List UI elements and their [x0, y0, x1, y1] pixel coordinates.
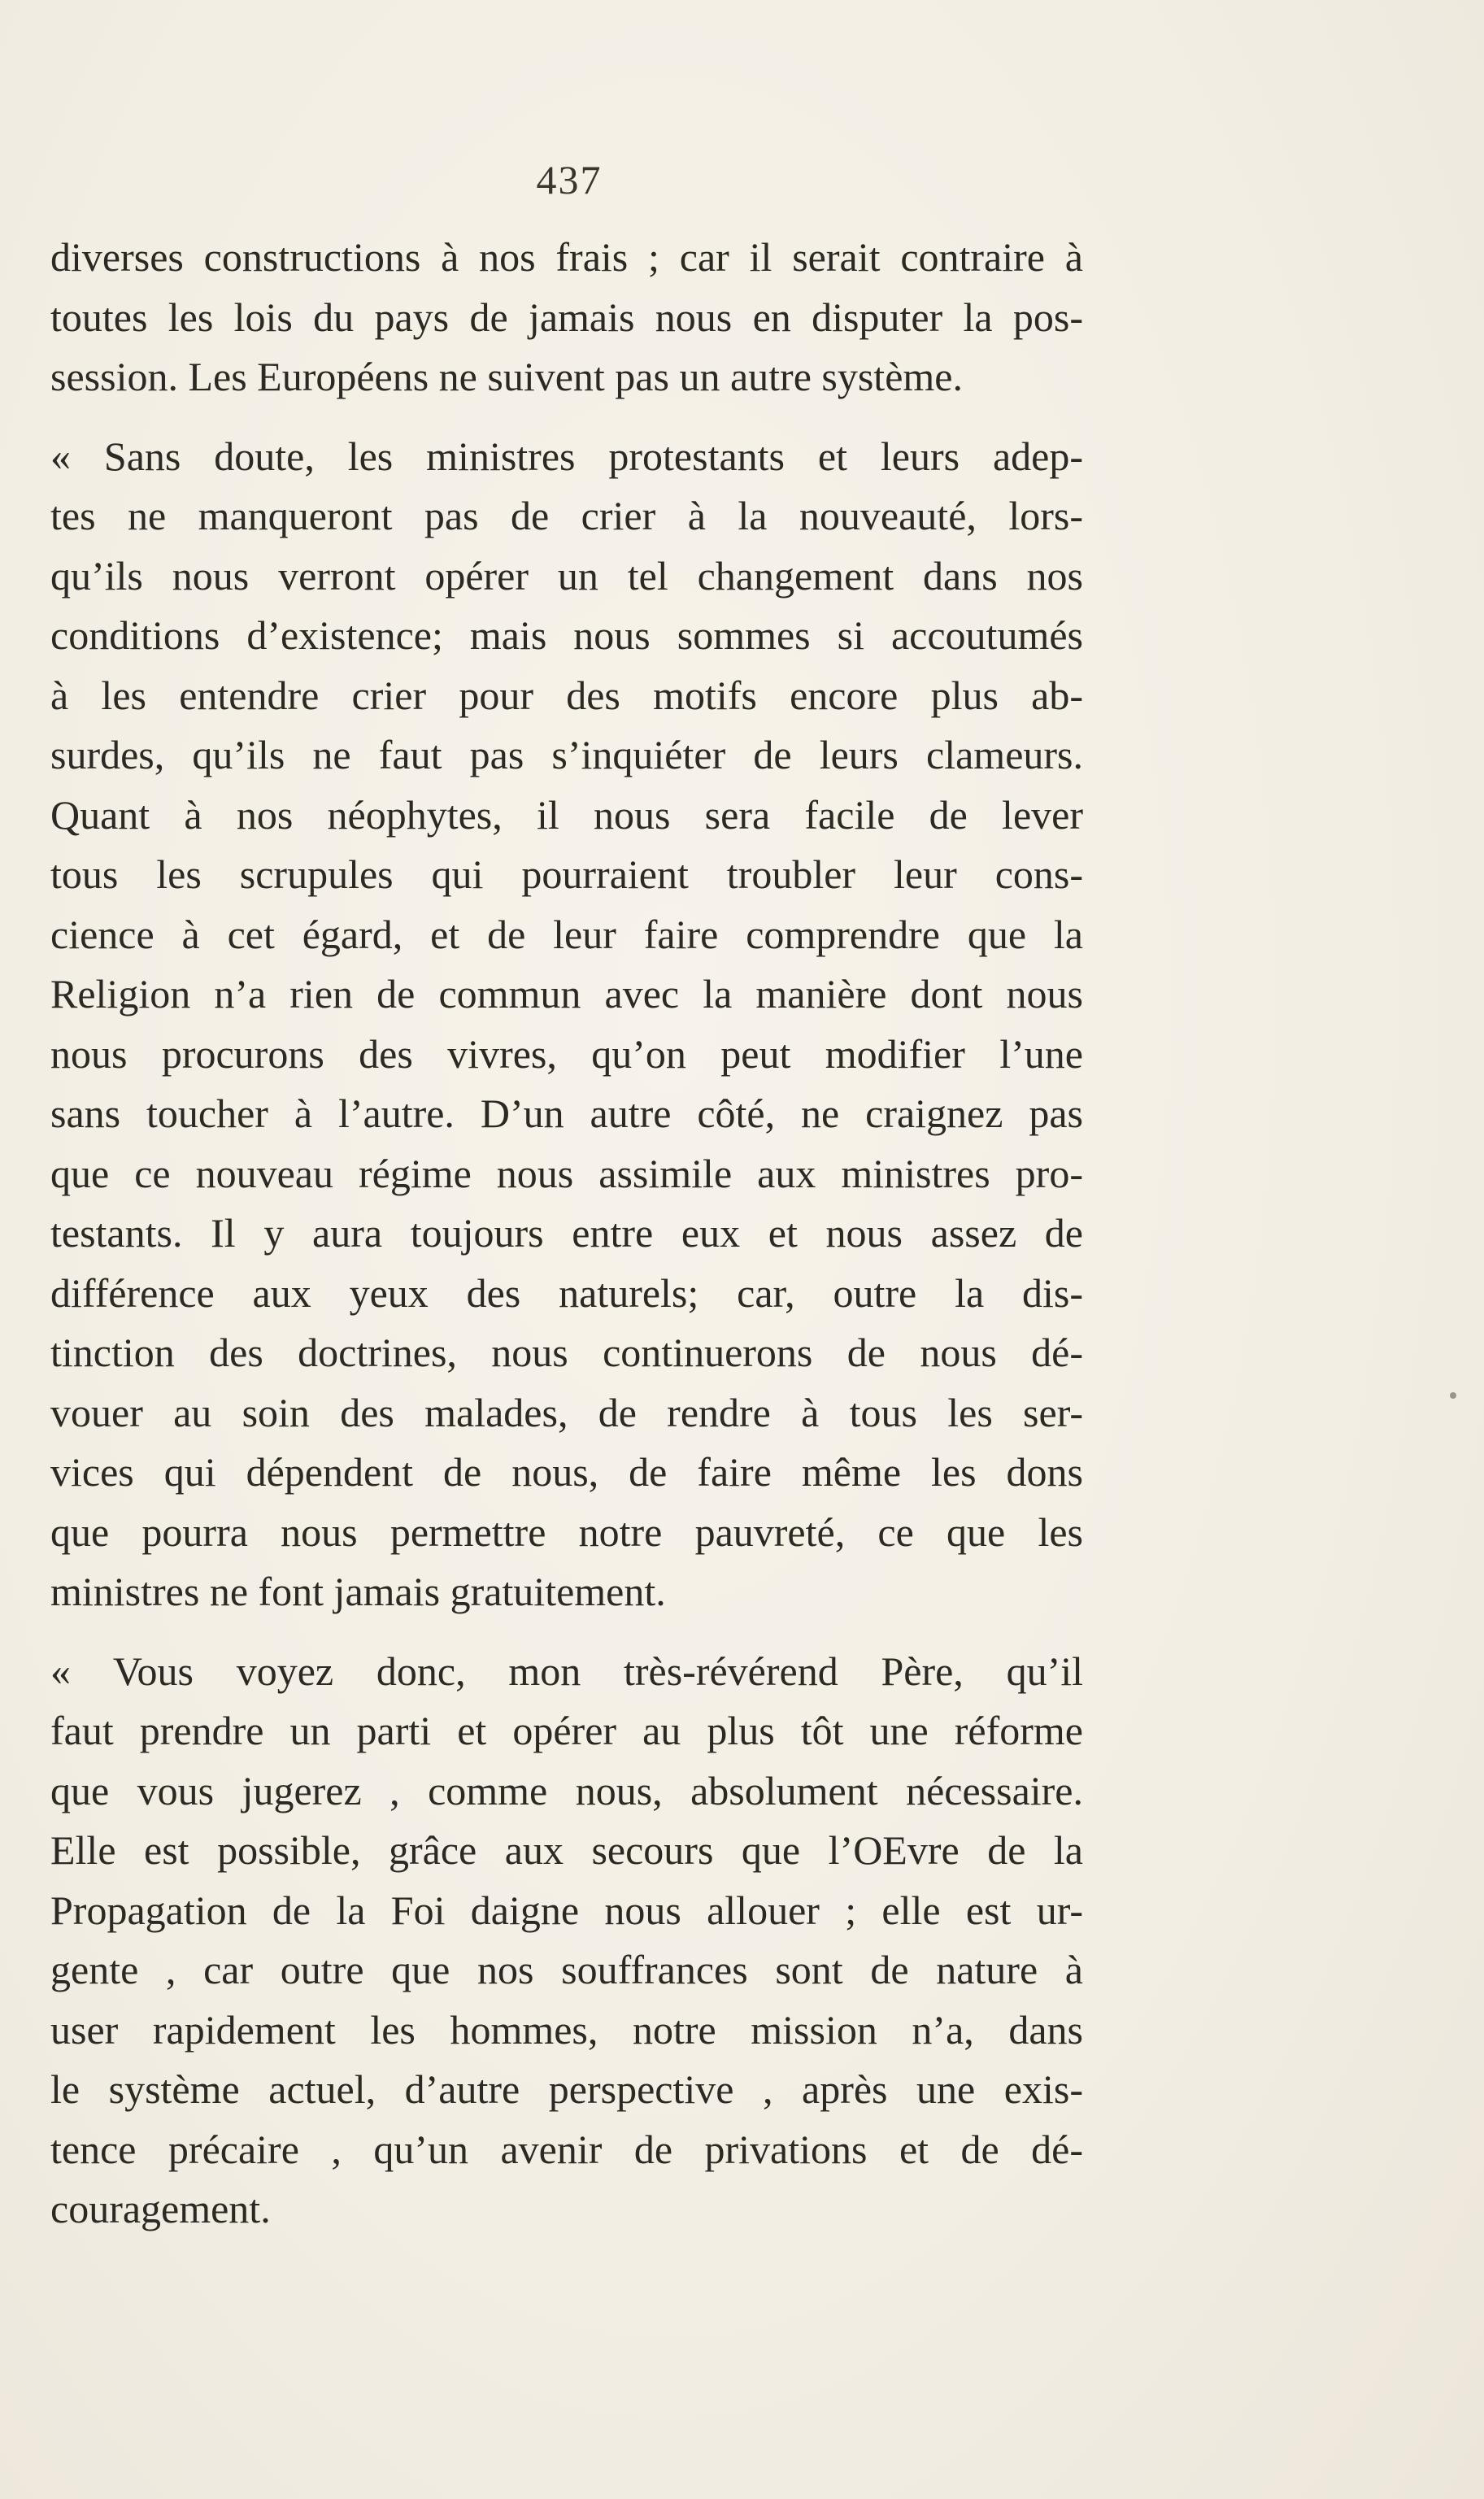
text-line: user rapidement les hommes, notre mission n’a, dans: [50, 2006, 1083, 2053]
text-line: Quant à nos néophytes, il nous sera facile de lever: [50, 791, 1083, 838]
text-line: ministres ne font jamais gratuitement.: [50, 1569, 666, 1614]
text-line: surdes, qu’ils ne faut pas s’inquiéter de leurs clameurs.: [50, 732, 1083, 777]
text-line: cience à cet égard, et de leur faire comprendre que la: [50, 911, 1083, 957]
text-line: que vous jugerez , comme nous, absolument nécessaire.: [50, 1767, 1083, 1813]
text-line: différence aux yeux des naturels; car, outre la dis-: [50, 1269, 1083, 1316]
text-line: que ce nouveau régime nous assimile aux ministres pro-: [50, 1150, 1083, 1196]
text-line: tence précaire , qu’un avenir de privations et de dé-: [50, 2126, 1083, 2172]
text-line: à les entendre crier pour des motifs encore plus ab-: [50, 672, 1083, 718]
text-line: que pourra nous permettre notre pauvreté, ce que les: [50, 1509, 1083, 1555]
text-line: tous les scrupules qui pourraient troubler leur cons-: [50, 851, 1083, 897]
text-line: diverses constructions à nos frais ; car il serait contraire à: [50, 234, 1083, 280]
text-line: le système actuel, d’autre perspective , après une exis-: [50, 2066, 1083, 2112]
text-line: Religion n’a rien de commun avec la manière dont nous: [50, 971, 1083, 1017]
body-text: [50, 228, 1083, 2240]
text-line: nous procurons des vivres, qu’on peut modifier l’une: [50, 1030, 1083, 1077]
text-line: « Vous voyez donc, mon très-révérend Père, qu’il: [50, 1648, 1083, 1694]
paper-speck: [1450, 1392, 1456, 1399]
page-number: 437: [536, 157, 603, 202]
text-line: sans toucher à l’autre. D’un autre côté, ne craignez pas: [50, 1091, 1083, 1136]
text-line: Elle est possible, grâce aux secours que l’OEvre de la: [50, 1827, 1083, 1873]
text-line: vouer au soin des malades, de rendre à tous les ser-: [50, 1389, 1083, 1435]
text-line: Propagation de la Foi daigne nous allouer ; elle est ur-: [50, 1887, 1083, 1933]
text-line: gente , car outre que nos souffrances sont de nature à: [50, 1947, 1083, 1992]
text-line: toutes les lois du pays de jamais nous en disputer la pos-: [50, 294, 1083, 340]
text-line: vices qui dépendent de nous, de faire même les dons: [50, 1449, 1083, 1495]
text-line: session. Les Européens ne suivent pas un autre système.: [50, 354, 963, 399]
text-line: couragement.: [50, 2186, 271, 2231]
text-line: faut prendre un parti et opérer au plus tôt une réforme: [50, 1708, 1083, 1753]
paragraph-2: [50, 427, 1083, 1622]
paragraph-3: [50, 1642, 1083, 2240]
text-line: « Sans doute, les ministres protestants et leurs adep-: [50, 433, 1083, 479]
text-line: tinction des doctrines, nous continuerons de nous dé-: [50, 1330, 1083, 1375]
text-line: tes ne manqueront pas de crier à la nouveauté, lors-: [50, 493, 1083, 538]
paragraph-1: [50, 228, 1083, 407]
text-line: qu’ils nous verront opérer un tel changement dans nos: [50, 552, 1083, 599]
text-line: testants. Il y aura toujours entre eux et nous assez de: [50, 1210, 1083, 1256]
text-line: conditions d’existence; mais nous sommes si accoutumés: [50, 612, 1083, 658]
